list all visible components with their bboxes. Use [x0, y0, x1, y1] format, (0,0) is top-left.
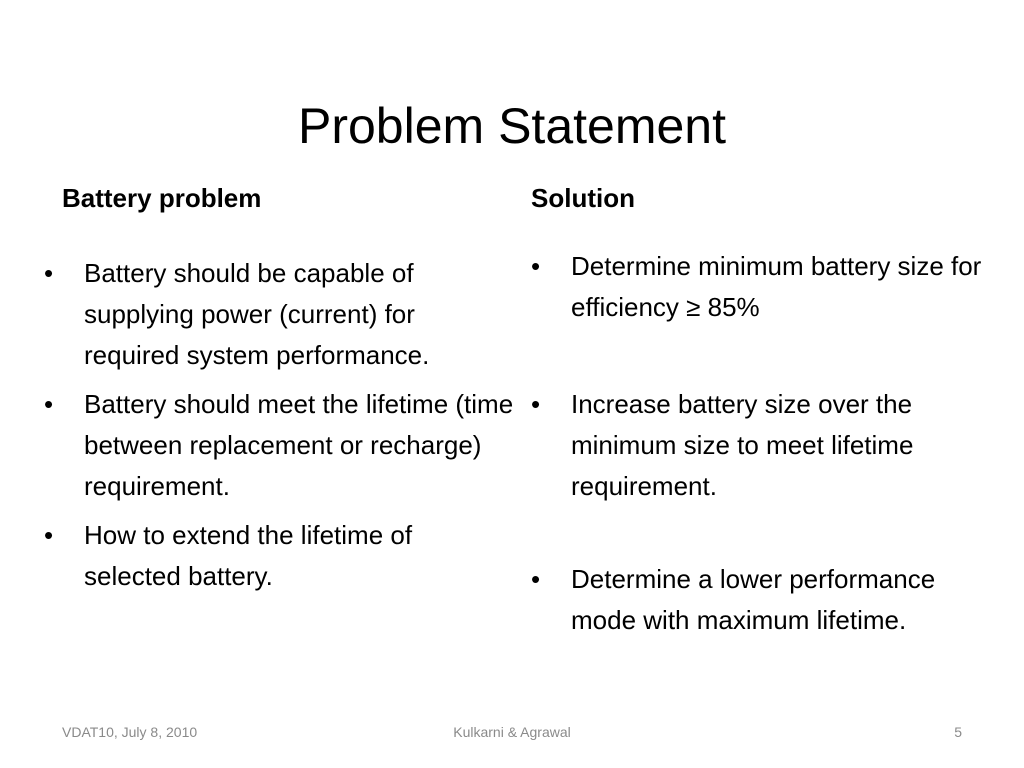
- bullet-icon: •: [44, 258, 54, 288]
- list-item: [44, 515, 514, 597]
- list-item: [44, 384, 514, 507]
- battery-problem-heading: Battery problem: [62, 183, 262, 213]
- bullet-icon: •: [531, 564, 541, 594]
- solution-heading: Solution: [531, 183, 635, 213]
- bullet-text: Determine minimum battery size for efficiency ≥ 85%: [571, 251, 982, 322]
- list-item: [531, 246, 1001, 328]
- solution-list: [531, 246, 1001, 697]
- bullet-icon: •: [44, 520, 54, 550]
- list-item: [44, 253, 514, 376]
- footer-date: VDAT10, July 8, 2010: [62, 724, 198, 740]
- bullet-icon: •: [531, 389, 541, 419]
- slide-title: Problem Statement: [298, 97, 726, 154]
- bullet-text: Increase battery size over the minimum size to meet lifetime requirement.: [571, 389, 914, 501]
- battery-problem-list: [44, 253, 514, 605]
- bullet-text: How to extend the lifetime of selected battery.: [84, 520, 413, 591]
- bullet-text: Battery should meet the lifetime (time between replacement or recharge) requirement.: [84, 389, 514, 501]
- slide-number: 5: [954, 724, 962, 740]
- bullet-icon: •: [44, 389, 54, 419]
- footer-authors: Kulkarni & Agrawal: [453, 724, 571, 740]
- list-item: [531, 384, 1001, 507]
- bullet-icon: •: [531, 251, 541, 281]
- list-item: [531, 559, 1001, 641]
- bullet-text: Battery should be capable of supplying power (current) for required system performance.: [84, 258, 430, 370]
- bullet-text: Determine a lower performance mode with maximum lifetime.: [571, 564, 936, 635]
